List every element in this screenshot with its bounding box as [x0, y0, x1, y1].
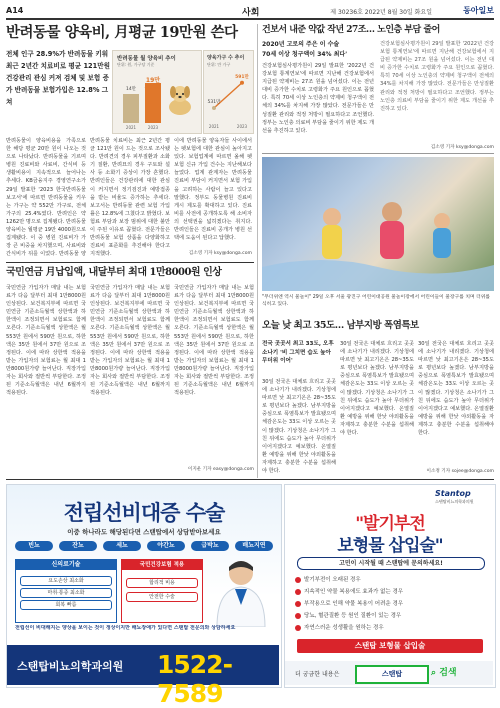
main-headline: 반려동물 양육비, 月평균 19만원 쓴다 [6, 24, 238, 41]
chart2-xlabel-2021: 2021 [208, 124, 220, 129]
water-play-photo [262, 157, 494, 291]
doctor-illustration-icon [207, 555, 275, 627]
ad-left-box1-title: 신의료기술 [16, 560, 116, 570]
ad-left-box1-item: 회복 빠름 [20, 600, 112, 610]
weather-headline: 오늘 낮 최고 35도… 남부지방 폭염특보 [262, 320, 419, 331]
pension-body-col2: 국민연금 가입자가 매달 내는 보험료가 다음 달부터 최대 1만8000원 인상된다. 보건복지부에 따르면 국민연금 기준소득월액 상한액과 하한액이 조정되면서 보험료도 함께 오른다. 기준소득월액 상한액은 월 553만 원에서 590만 원으로, 하한액은 35만 원에서 37만 원으로 조정된다. 이에 따라 상한액 적용을 받는 가입자의 보험료는 월 최대 1만8000원가량 늘어난다. 직장가입자는 회사와 절반씩 부담한다. 조정된 기준소득월액은 내년 6월까지 적용된다. [90, 285, 170, 397]
ad-left-box1-item: 요도손상 최소화 [20, 576, 112, 586]
paper-logo: 동아일보 [463, 5, 494, 15]
chart2-title: 양육가구 수 추이 [207, 55, 245, 61]
dog-illustration-icon [163, 81, 197, 117]
chart2-subtitle: 단위: 만 가구 [207, 62, 231, 67]
main-body-col2: 반려동물 치료비는 최근 2년간 평균 121만 원이 드는 것으로 조사됐다. 반려견의 경우 피부질환과 소화기 질환, 반려묘의 경우 구토와 설사 등 소화기 증상이 가장 흔했다. 반려인들은 건강관리에 대한 관심이 커지면서 정기검진과 예방접종을 받는 비율도 증가하는 추세다. 보고서는 반려동물 관련 보험 가입률은 12.8%에 그쳤다고 밝혔다. 보험료 부담과 보장 범위에 대한 불만이 주된 이유로 꼽혔다. 전문가들은 반려동물 보험 상품을 다양화하고 진료비 표준화를 추진해야 한다고 지적했다. [90, 138, 170, 257]
ad-right-check-item: 부작용으로 인해 약물 복용이 어려운 경우 [295, 599, 403, 607]
ad-right-search-button[interactable] [431, 665, 457, 682]
prostate-surgery-ad[interactable] [6, 484, 282, 708]
weather-body-col2: 30일 전국은 대체로 흐리고 곳곳에 소나기가 내리겠다. 기상청에 따르면 낮 최고기온은 28~35도로 평년보다 높겠다. 남부지방을 중심으로 폭염특보가 발효됐으며 체감온도는 33도 이상 오르는 곳이 많겠다. 기상청은 소나기가 그친 뒤에도 습도가 높아 무더위가 이어지겠다고 예보했다. 온열질환 예방을 위해 한낮 야외활동을 자제하고 충분한 수분을 섭취해야 한다. [340, 341, 414, 437]
chart2-point-2021 [212, 106, 216, 110]
main-body-col1: 반려동물이 양육비용을 가족으로 한 해당 평균 20만 원이 나오는 것으로 나타났다. 반려동물을 기르며 병원 진료비와 사료비, 간식비 등 생활비용이 지속적으로 늘어나는 추세다. KB금융지주 경영연구소가 29일 발표한 '2023 한국반려동물보고서'에 따르면 반려동물을 키우는 가구는 약 552만 가구로, 전체 가구의 25.4%였다. 반려인은 약 1262만 명으로 집계됐다. 반려동물 양육비는 월평균 19만 4000원으로 집계됐다. 이 중 병원 진료비가 가장 큰 비중을 차지했으며, 사료비와 간식비가 뒤를 이었다. 반려동물 양 [6, 138, 86, 257]
senior-body-col1: 건강보험심사평가원이 29일 발표한 '2022년 건강보험 통계연보'에 따르면 지난해 건강보험에서 지급된 약제비는 27조 원을 넘어섰다. 이는 전년 대비 증가한 수치로 고령화가 주요 원인으로 꼽혔다. 특히 70세 이상 노인층의 약제비 청구액이 전체의 34%를 차지해 가장 많았다. 전문가들은 만성질환 관리와 적정 처방이 필요하다고 조언했다. 정부는 노인층 의료비 부담을 줄이기 위한 제도 개선을 추진하고 있다. [262, 63, 374, 134]
chart2-value-2021: 531만 [207, 99, 221, 105]
ad-right-check-item: 당뇨, 혈관질환 등 원인 질환이 있는 경우 [295, 611, 401, 619]
ad-left-subline: 이중 하나라도 해당된다면 스탠탑에서 상담받아보세요 [67, 528, 221, 536]
ad-left-headline: 전립선비대증 수술 [63, 501, 225, 525]
chart1-bar-2021 [123, 94, 139, 123]
ad-left-box2-item: 합리적 비용 [126, 578, 198, 588]
ad-left-box2 [121, 559, 203, 623]
ad-left-note: 전립선이 비대해지는 양상을 보이는 것이 정상이지만 배뇨장애가 있다면 스탠탑 전문의와 상담하세요 [15, 625, 236, 631]
ad-right-search-label: 검색 [439, 668, 457, 678]
ad-left-footer[interactable] [7, 645, 279, 708]
search-icon: ⌕ [431, 668, 437, 678]
senior-lead-2: 70세 이상 청구액이 34% 최다' [262, 51, 348, 58]
chart1-value-2023: 19만4000 [144, 77, 162, 91]
ad-right-logo: Stantop [435, 489, 471, 498]
symptom-chip: 잔뇨 [59, 541, 97, 551]
senior-body-col2: 건강보험심사평가원이 29일 발표한 '2022년 건강보험 통계연보'에 따르면 지난해 건강보험에서 지급된 약제비는 27조 원을 넘어섰다. 이는 전년 대비 증가한 수치로 고령화가 주요 원인으로 꼽혔다. 특히 70세 이상 노인층의 약제비 청구액이 전체의 34%를 차지해 가장 많았다. 전문가들은 만성질환 관리와 적정 처방이 필요하다고 조언했다. 정부는 노인층 의료비 부담을 줄이기 위한 제도 개선을 추진하고 있다. [380, 41, 494, 112]
chart1-subtitle: 단위: 원, 가구당 기준 [117, 62, 155, 67]
chart1-xlabel-2021: 2021 [125, 125, 137, 130]
symptom-chip: 급박뇨 [191, 541, 229, 551]
main-section-divider [6, 262, 254, 263]
chart2-point-2023 [240, 81, 244, 85]
ad-left-box1 [15, 559, 117, 623]
ad-right-question: 고민이 시작될 때 스탠탑에 문의하세요! [297, 557, 485, 570]
symptom-chip: 세뇨 [103, 541, 141, 551]
ad-left-clinic: 스탠탑비뇨의학과의원 [17, 660, 124, 673]
chart1-xlabel-2023: 2023 [147, 125, 159, 130]
photo-children-figures [262, 157, 494, 291]
pension-body-col1: 국민연금 가입자가 매달 내는 보험료가 다음 달부터 최대 1만8000원 인상된다. 보건복지부에 따르면 국민연금 기준소득월액 상한액과 하한액이 조정되면서 보험료도 함께 오른다. 기준소득월액 상한액은 월 553만 원에서 590만 원으로, 하한액은 35만 원에서 37만 원으로 조정된다. 이에 따라 상한액 적용을 받는 가입자의 보험료는 월 최대 1만8000원가량 늘어난다. 직장가입자는 회사와 절반씩 부담한다. 조정된 기준소득월액은 내년 6월까지 적용된다. [6, 285, 86, 397]
pension-headline: 국민연금 月납입액, 내달부터 최대 1만8000원 인상 [6, 267, 222, 278]
chart2-value-2023: 591만 [235, 74, 249, 80]
chart1-value-2021: 14만 [125, 87, 137, 93]
ad-right-check-item: 자연스러운 성생활을 원하는 경우 [295, 623, 384, 631]
symptom-chip: 빈뇨 [15, 541, 53, 551]
weather-lead: 전국 곳곳서 최고 33도, 오후 소나기 '비 그치면 습도 높아 무더위 이어' [262, 341, 334, 364]
ad-right-logo-sub: 스탠탑비뇨의학과의원 [435, 499, 474, 504]
ad-right-check-item: 지속적인 약물 복용에도 효과가 없는 경우 [295, 587, 403, 595]
chart-households [203, 50, 254, 134]
weather-body-col1: 30일 전국은 대체로 흐리고 곳곳에 소나기가 내리겠다. 기상청에 따르면 낮 최고기온은 28~35도로 평년보다 높겠다. 남부지방을 중심으로 폭염특보가 발효됐으며 체감온도는 33도 이상 오르는 곳이 많겠다. 기상청은 소나기가 그친 뒤에도 습도가 높아 무더위가 이어지겠다고 예보했다. 온열질환 예방을 위해 한낮 야외활동을 자제하고 충분한 수분을 섭취해야 한다. [262, 379, 336, 474]
senior-headline: 건보서 내준 약값 작년 27조… 노인층 부담 줄어 [262, 25, 440, 35]
ad-left-box2-item: 안전한 수술 [126, 592, 198, 602]
ad-right-search-bar[interactable] [285, 661, 493, 685]
ad-left-phone[interactable]: 1522-7589 [157, 650, 232, 708]
ad-right-headline-2: 보형물 삽입술" [337, 536, 443, 556]
page-number: A14 [6, 6, 24, 15]
chart2-xlabel-2023: 2023 [236, 124, 248, 129]
pension-body-col3: 국민연금 가입자가 매달 내는 보험료가 다음 달부터 최대 1만8000원 인상된다. 보건복지부에 따르면 국민연금 기준소득월액 상한액과 하한액이 조정되면서 보험료도 함께 오른다. 기준소득월액 상한액은 월 553만 원에서 590만 원으로, 하한액은 35만 원에서 37만 원으로 조정된다. 이에 따라 상한액 적용을 받는 가입자의 보험료는 월 최대 1만8000원가량 늘어난다. 직장가입자는 회사와 절반씩 부담한다. 조정된 기준소득월액은 내년 6월까지 적용된다. [174, 285, 254, 397]
main-body-col3: 이에 반려동물 양육자들 사이에서는 펫보험에 대한 관심이 높아지고 있다. 보험업계에 따르면 올해 펫보험 신규 가입 건수는 지난해보다 늘었다. 업계 관계자는 반려동물 진료비 부담이 커지면서 보험 가입을 고려하는 사람이 늘고 있다고 말했다. 정부도 동물병원 진료비 게시 제도를 확대하고 있다. 진료비를 사전에 공개하도록 해 소비자의 선택권을 넓히겠다는 취지다. 반려인들은 진료비 공개가 병원 선택에 도움이 된다고 답했다. [174, 138, 252, 242]
weather-body-col3: 30일 전국은 대체로 흐리고 곳곳에 소나기가 내리겠다. 기상청에 따르면 낮 최고기온은 28~35도로 평년보다 높겠다. 남부지방을 중심으로 폭염특보가 발효됐으며 체감온도는 33도 이상 오르는 곳이 많겠다. 기상청은 소나기가 그친 뒤에도 습도가 높아 무더위가 이어지겠다고 예보했다. 온열질환 예방을 위해 한낮 야외활동을 자제하고 충분한 수분을 섭취해야 한다. [418, 341, 494, 437]
ad-right-headline-1: "발기부전 [355, 514, 425, 534]
section-name: 사회 [242, 8, 260, 18]
symptom-row [15, 541, 273, 553]
ad-section-divider [6, 479, 494, 480]
ad-right-banner: 스탠탑 보형물 삽입술 [297, 639, 483, 653]
main-byline: 김소영 기자 ksy@donga.com [188, 251, 252, 256]
chart2-line-plot [204, 51, 253, 133]
ad-right-search-input[interactable]: 스탠탑 [355, 665, 429, 684]
symptom-chip: 배뇨지연 [235, 541, 273, 551]
main-lead: 전체 인구 28.9%가 반려동물 키워 최근 2년간 치료비로 평균 121만원 건강관리 관심 커져 검체 및 보험 증가 반려동물 보험가입은 12.8% 그쳐 [6, 50, 110, 106]
senior-divider [262, 153, 494, 154]
weather-byline: 이소정 기자 sojee@donga.com [426, 469, 494, 474]
symptom-chip: 야간뇨 [147, 541, 185, 551]
chart-monthly-cost [112, 50, 202, 134]
page-header [6, 4, 494, 20]
ad-right-check-item: 발기부전이 오래된 경우 [295, 575, 361, 583]
photo-caption: "무더위엔 역시 물놀이" 29일 오후 서울 광진구 어린이대공원 물놀이장에서 어린이들이 물장구를 치며 더위를 식히고 있다. [262, 295, 491, 307]
column-divider [257, 24, 258, 478]
ad-left-box1-item: 마취·통증 최소화 [20, 588, 112, 598]
senior-lead-1: 2020년 고로의 주은 이 수술 [262, 41, 340, 48]
issue-date: 제 30236호 2022년 8월 30일 화요일 [330, 9, 432, 16]
chart1-title: 반려동물 월 양육비 추이 [117, 56, 176, 62]
implant-surgery-ad[interactable] [284, 484, 496, 688]
pension-byline: 이지운 기자 easy@donga.com [187, 467, 254, 472]
ad-left-box2-title: 국민건강보험 적용 [122, 560, 202, 570]
ad-right-search-prefix: 더 궁금한 내용은 [295, 671, 340, 678]
senior-byline: 김소영 기자 ksy@donga.com [430, 145, 494, 150]
